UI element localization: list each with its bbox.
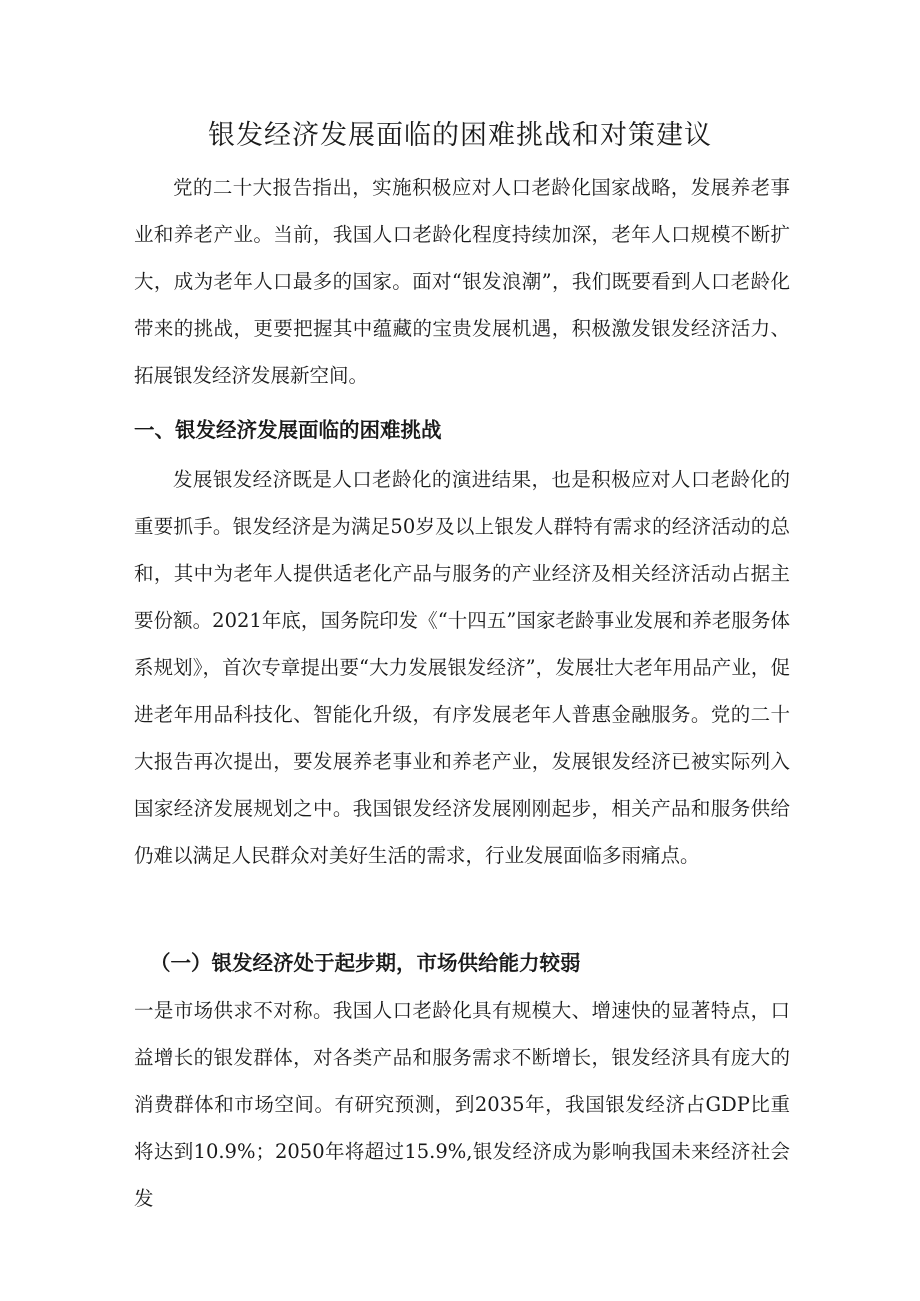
document-title: 银发经济发展面临的困难挑战和对策建议 [208,120,712,151]
subsection-paragraph: 一是市场供求不对称。我国人口老龄化具有规模大、增速快的显著特点，口益增长的银发群体，对各类产品和服务需求不断增长，银发经济具有庞大的消费群体和市场空间。有研究预测，到2035年，我国银发经济占GDP比重将达到10.9%；2050年将超过15.9%,银发经济成为影响我国未来经济社会发 [134,999,790,1210]
subsection-heading: （一）银发经济处于起步期，市场供给能力较弱 [150,951,581,975]
section-paragraph: 发展银发经济既是人口老龄化的演进结果，也是积极应对人口老龄化的重要抓手。银发经济是为满足50岁及以上银发人群特有需求的经济活动的总和，其中为老年人提供适老化产品与服务的产业经济及相关经济活动占据主要份额。2021年底，国务院印发《“十四五”国家老龄事业发展和养老服务体系规划》，首次专章提出要“大力发展银发经济”，发展壮大老年用品产业，促进老年用品科技化、智能化升级，有序发展老年人普惠金融服务。党的二十大报告再次提出，要发展养老事业和养老产业，发展银发经济已被实际列入国家经济发展规划之中。我国银发经济发展刚刚起步，相关产品和服务供给仍难以满足人民群众对美好生活的需求，行业发展面临多雨痛点。 [134,468,790,867]
section-heading: 一、银发经济发展面临的困难挑战 [134,418,442,442]
intro-paragraph: 党的二十大报告指出，实施积极应对人口老龄化国家战略，发展养老事业和养老产业。当前，我国人口老龄化程度持续加深，老年人口规模不断扩大，成为老年人口最多的国家。面对“银发浪潮”，我们既要看到人口老龄化带来的挑战，更要把握其中蕴藏的宝贵发展机遇，积极激发银发经济活力、拓展银发经济发展新空间。 [134,176,790,387]
